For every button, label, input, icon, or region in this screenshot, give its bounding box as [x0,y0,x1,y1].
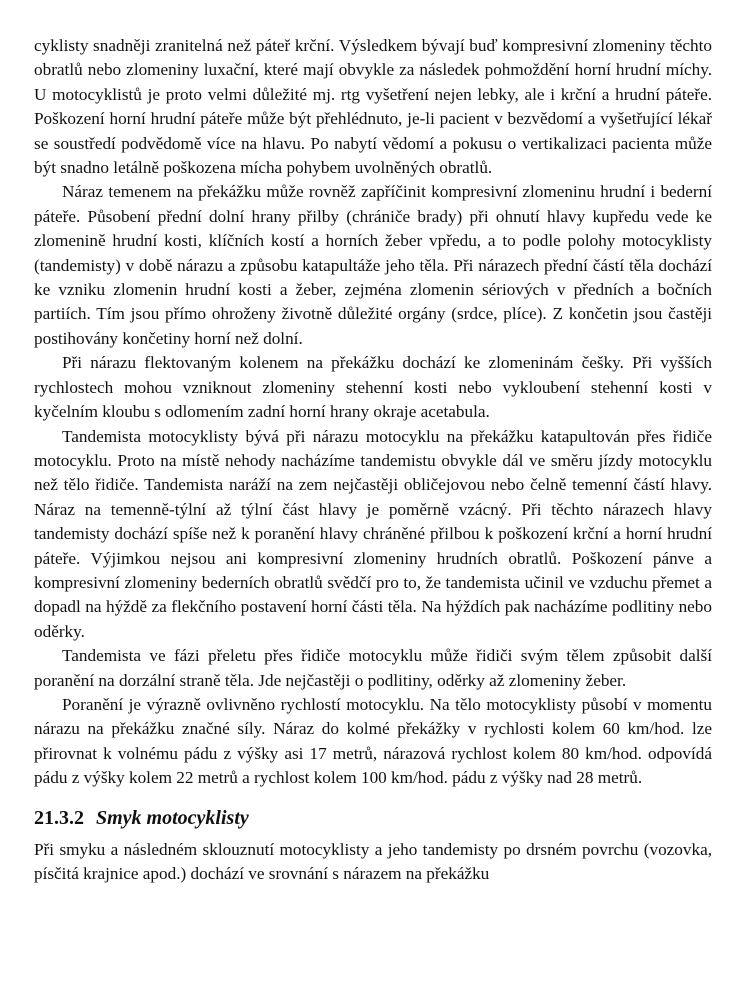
section-number: 21.3.2 [34,806,84,829]
document-page [34,34,712,886]
paragraph-final: Při smyku a následném sklouznutí motocyklisty a jeho tandemisty po drsném povrchu (vozovka, písčitá krajnice apod.) dochází ve srovnání s nárazem na překážku [34,839,712,883]
section-title: Smyk motocyklisty [96,806,249,829]
paragraph-4: Tandemista motocyklisty bývá při nárazu motocyklu na překážku katapultován přes řidiče motocyklu. Proto na místě nehody nacházíme tandemistu obvykle dál ve směru jízdy motocyklu než tělo řidiče. Tandemista naráží na zem nejčastěji obličejovou nebo čelně temenní částí hlavy. Náraz na temenně-týlní až týlní část hlavy je poměrně vzácný. Při těchto nárazech hlavy tandemisty dochází spíše než k poranění hlavy chráněné přilbou k poškození krční a horní hrudní páteře. Výjimkou nejsou ani kompresivní zlomeniny hrudních obratlů. Poškození pánve a kompresivní zlomeniny bederních obratlů svědčí pro to, že tandemista učinil ve vzduchu přemet a dopadl na hýždě za flekčního postavení horní části těla. Na hýždích pak nacházíme podlitiny nebo oděrky. [34,426,712,641]
paragraph-3: Při nárazu flektovaným kolenem na překážku dochází ke zlomeninám češky. Při vyšších rychlostech mohou vzniknout zlomeniny stehenní kosti nebo vykloubení stehenní kosti v kyčelním kloubu s odlomením zadní horní hrany okraje acetabula. [34,353,712,422]
paragraph-6: Poranění je výrazně ovlivněno rychlostí motocyklu. Na tělo motocyklisty působí v momentu nárazu na překážku značné síly. Náraz do kolmé překážky v rychlosti kolem 60 km/hod. lze přirovnat k volnému pádu z výšky asi 17 metrů, nárazová rychlost kolem 80 km/hod. odpovídá pádu z výšky kolem 22 metrů a rychlost kolem 100 km/hod. pádu z výšky nad 28 metrů. [34,694,712,788]
paragraph-5: Tandemista ve fázi přeletu přes řidiče motocyklu může řidiči svým tělem způsobit další poranění na dorzální straně těla. Jde nejčastěji o podlitiny, oděrky až zlomeniny žeber. [34,646,712,690]
paragraph-2: Náraz temenem na překážku může rovněž zapříčinit kompresivní zlomeninu hrudní i bederní páteře. Působení přední dolní hrany přilby (chrániče brady) při ohnutí hlavy kupředu vede ke zlomenině hrudní kosti, klíčních kostí a horních žeber vpředu, a to podle polohy motocyklisty (tandemisty) v době nárazu a způsobu katapultáže jeho těla. Při nárazech přední částí těla dochází ke vzniku zlomenin hrudní kosti a žeber, zejména zlomenin sériových v předních a bočních partiích. Tím jsou přímo ohroženy životně důležité orgány (srdce, plíce). Z končetin jsou častěji postihovány končetiny horní než dolní. [34,182,712,348]
paragraph-1: cyklisty snadněji zranitelná než páteř krční. Výsledkem bývají buď kompresivní zlomeniny těchto obratlů nebo zlomeniny luxační, které mají obvykle za následek pohmoždění horní hrudní míchy. U motocyklistů je proto velmi důležité mj. rtg vyšetření nejen lebky, ale i krční a hrudní páteře. Poškození horní hrudní páteře může být přehlédnuto, je-li pacient v bezvědomí a vyšetřující lékař se soustředí podvědomě více na hlavu. Po nabytí vědomí a pokusu o vertikalizaci pacienta může být snadno letálně poškozena mícha pohybem uvolněných obratlů. [34,36,712,178]
section-heading [34,807,712,830]
